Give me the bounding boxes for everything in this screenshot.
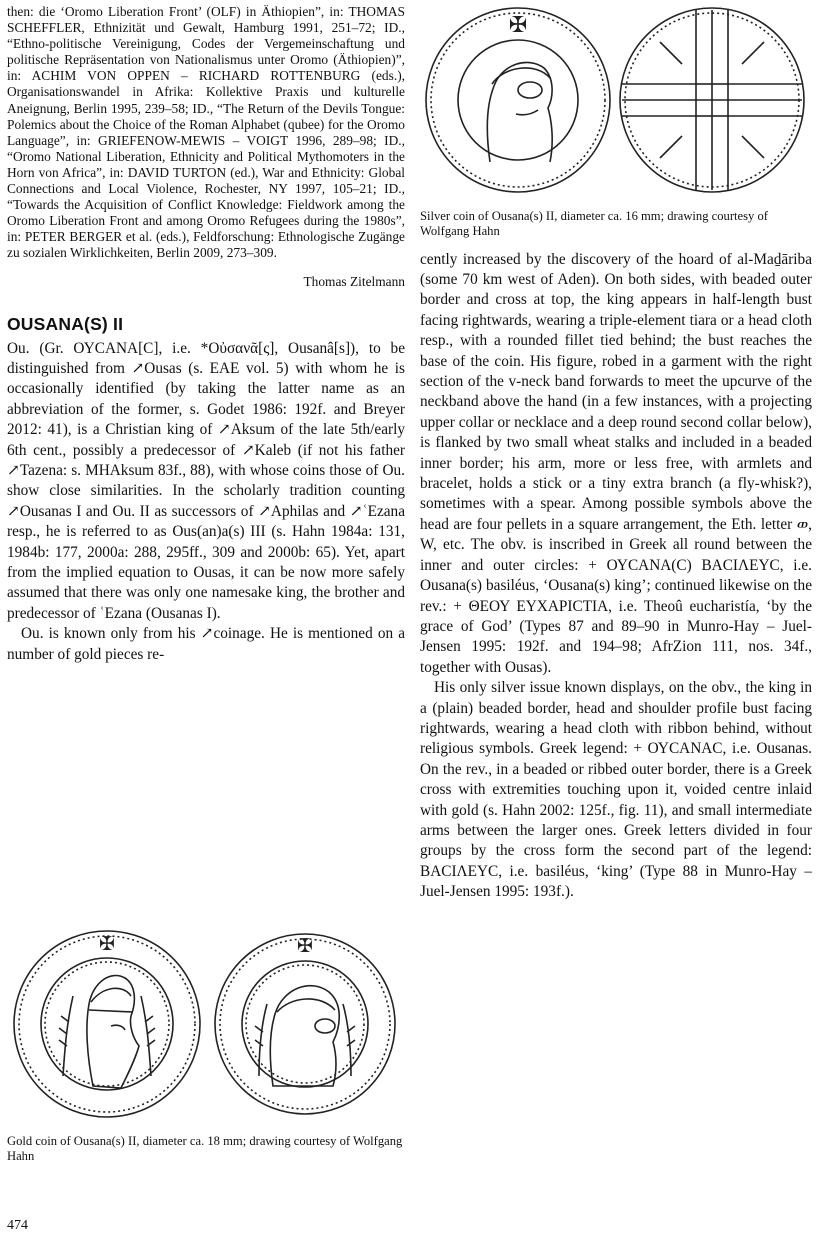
silver-coin-figure bbox=[420, 2, 812, 240]
entry-paragraph-1: Ou. (Gr. ΟΥCΑΝΑ[C], i.e. *Οὐσανᾶ[ς], Ousanâ[s]), to be distinguished from ↗Ousas (s. EAE vol. 5) with whom he is occasionally identified (by taking the latter name as an abbreviation of the former, s. Godet 1986: 192f. and Breyer 2012: 41), is a Christian king of ↗Aksum of the late 5th/early 6th cent., possibly a predecessor of ↗Kaleb (if not his father ↗Tazena: s. MHAksum 83f., 88), with whose coins those of Ou. show close similarities. In the scholarly tradition counting ↗Ousanas I and Ou. II as successors of ↗Aphilas and ↗ʿEzana resp., he is referred to as Ous(an)a(s) III (s. Hahn 1984a: 131, 1984b: 177, 2000a: 288, 295ff., 309 and 2000b: 65). Yet, apart from the implied equation to Ousas, it can be now more safely assumed that there was only one namesake king, the brother and predecessor of ʿEzana (Ousanas I). bbox=[7, 339, 405, 622]
right-column bbox=[420, 0, 812, 903]
gold-coin-drawing bbox=[7, 926, 405, 1126]
gold-reverse-cross-glyph: ✠ bbox=[297, 935, 313, 957]
right-paragraph-1: cently increased by the discovery of the hoard of al-Maḏāriba (some 70 km west of Aden). On both sides, with beaded outer border and cross at top, the king appears in half-length bust facing rightwards, wearing a triple-element tiara or a head cloth resp., with a rounded fillet tied behind; the bust reaches the base of the coin. His figure, robed in a garment with the right section of the v-neck band forwards to meet the upcurve of the neckband above the hand (in a few instances, with a projecting upper collar or necklace and a deep round second collar below), is flanked by two small wheat stalks and included in a beaded inner border; his arm, more or less free, with armlets and bracelet, holds a stick or a tiny extra branch (a fly-whisk?), sometimes with a spear. Among possible symbols above the head are four pellets in a square arrangement, the Eth. letter ወ, W, etc. The obv. is inscribed in Greek all round between the inner and outer circles: + ΟΥCΑΝΑ(C) ΒΑCΙΛΕΥC, i.e. Ousana(s) basiléus, ‘Ousana(s) king’; continued likewise on the rev.: + ΘΕΟΥ ΕΥΧΑΡΙCΤΙΑ, i.e. Theoû eucharistía, ‘by the grace of God’ (Types 87 and 89–90 in Munro-Hay – Juel-Jensen 1995: 192f. and 194–98; AfrZion 111, nos. 34f., together with Ousas). bbox=[420, 250, 812, 676]
gold-coin-caption: Gold coin of Ousana(s) II, diameter ca. 18 mm; drawing courtesy of Wolfgang Hahn bbox=[7, 1134, 403, 1164]
gold-obverse-cross-glyph: ✠ bbox=[99, 933, 115, 955]
silver-coin-drawing bbox=[420, 2, 812, 198]
silver-coin-caption: Silver coin of Ousana(s) II, diameter ca. 16 mm; drawing courtesy of Wolfgang Hahn bbox=[420, 209, 768, 239]
gold-coin-figure bbox=[7, 926, 405, 1165]
author-signature: Thomas Zitelmann bbox=[303, 273, 405, 289]
left-column bbox=[7, 0, 405, 665]
silver-obverse-cross-glyph: ✠ bbox=[508, 13, 528, 38]
entry-paragraph-2: Ou. is known only from his ↗coinage. He is mentioned on a number of gold pieces re- bbox=[7, 625, 405, 663]
page-number: 474 bbox=[7, 1218, 28, 1233]
bibliography-text: then: die ‘Oromo Liberation Front’ (OLF) in Äthiopien”, in: THOMAS SCHEFFLER, Ethnizität und Gewalt, Hamburg 1991, 251–72; ID., “Ethno-politische Vereinigung, Codes der Vergemeinschaftung und politische Repräsentation von Nationalismus unter Oromo (Äthiopien)”, in: ACHIM VON OPPEN – RICHARD ROTTENBURG (eds.), Organisationswandel in Afrika: Kollektive Praxis und kulturelle Aneignung, Berlin 1995, 239–58; ID., “The Return of the Devils Tongue: Polemics about the Choice of the Roman Alphabet (qubee) for the Oromo Language”, in: GRIEFENOW-MEWIS – VOIGT 1996, 289–98; ID., “Oromo National Liberation, Ethnicity and Political Mythomoters in the Horn von Africa”, in: DAVID TURTON (ed.), War and Ethnicity: Global Connections and Local Violence, Rochester, NY 1997, 105–21; ID., “Towards the Acquisition of Conflict Knowledge: Fieldwork among the Oromo Liberation Front and among Oromo Refugees during the 1980s”, in: PETER BERGER et al. (eds.), Feldforschung: Ethnologische Zugänge zu sozialen Wirklichkeiten, Berlin 2009, 273–309. bbox=[7, 4, 405, 261]
entry-title: OUSANA(S) II bbox=[7, 313, 124, 334]
right-paragraph-2: His only silver issue known displays, on the obv., the king in a (plain) beaded border, head and shoulder profile bust facing rightwards, wearing a head cloth with ribbon behind, without religious symbols. Greek legend: + ΟΥCΑΝΑC, i.e. Ousanas. On the rev., in a beaded or ribbed outer border, there is a Greek cross with extremities touching upon it, voided centre inlaid with gold (s. Hahn 2002: 125f., fig. 11), and small intermediate arms between the larger ones. Greek letters divided in four groups by the cross form the second part of the legend: ΒΑCΙΛΕΥC, i.e. basiléus, ‘king’ (Type 88 in Munro-Hay – Juel-Jensen 1995: 193f.). bbox=[420, 679, 812, 901]
